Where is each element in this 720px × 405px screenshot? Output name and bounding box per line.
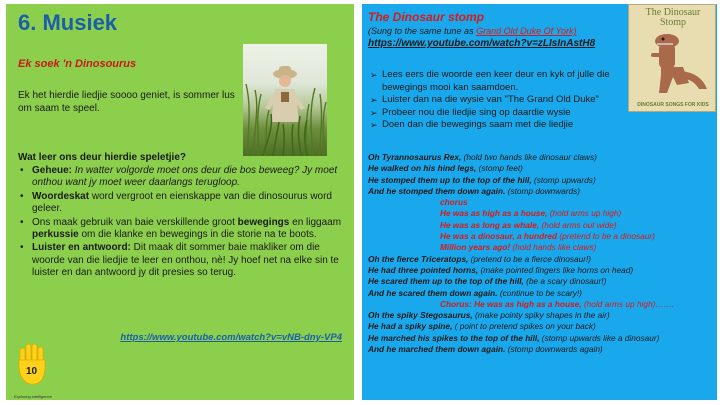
album-title: [633, 8, 713, 28]
hand-number: 10: [26, 366, 38, 377]
tune-link[interactable]: Grand Old Duke Of York): [476, 26, 577, 36]
lyric-action: (hold arms up high): [547, 208, 622, 219]
bullet-term: Luister en antwoord:: [32, 242, 131, 254]
explorer-in-grass-photo: [243, 44, 327, 156]
bullet-text: Ons maak gebruik van baie verskillende groot: [32, 216, 238, 228]
lyric-text: He was as long as whale,: [440, 219, 540, 230]
lyric-line: [368, 333, 713, 344]
bullet-text: om die klanke en bewegings in die storie na te boots.: [78, 229, 317, 241]
hand-caption: Exploring intelligence: [14, 394, 52, 399]
lyric-line: [368, 208, 713, 219]
bullet-term: Woordeskat: [32, 190, 90, 202]
bullet-term: perkussie: [32, 229, 79, 241]
lyric-action: (stomp upwards like a dinosaur): [539, 332, 660, 343]
lyric-line: [368, 163, 713, 174]
album-footer: DINOSAUR SONGS FOR KIDS: [637, 102, 709, 108]
bullet-text: In watter volgorde moet ons deur die bos beweeg? Jy moet onthou want jy moet weer daarlangs terugloop.: [32, 165, 338, 189]
hand-icon: [16, 342, 50, 386]
lyric-line: [368, 321, 713, 332]
lyric-line: [368, 299, 713, 310]
lyric-text: And he scared them down again.: [368, 287, 498, 298]
lyric-text: He was as high as a house,: [440, 208, 548, 219]
tune-prefix: (Sung to the same tune as: [368, 26, 477, 36]
lyric-line: [368, 288, 713, 299]
lyric-text: Oh the fierce Triceratops,: [368, 253, 469, 264]
bullet-term: Geheue:: [32, 165, 73, 176]
question-heading: Wat leer ons deur hierdie speletjie?: [18, 152, 187, 163]
lyric-line: [368, 186, 713, 197]
youtube-link-left[interactable]: https://www.youtube.com/watch?v=vNB-dny-VP4: [120, 332, 342, 343]
bullet-text: en liggaam: [289, 216, 342, 228]
explorer-illustration: [243, 44, 327, 156]
lyric-text: He scared them up to the top of the hill,: [368, 276, 524, 287]
lyric-text: Million years ago!: [440, 242, 511, 253]
lyric-line: [368, 152, 713, 163]
instruction-steps: [370, 69, 628, 132]
album-title-line: Stomp: [659, 17, 687, 28]
lyric-action: (hold hands like claws): [510, 242, 597, 253]
lyric-action: (make pointy spiky shapes in the air): [472, 310, 610, 321]
lyric-action: (stomp upwards): [531, 174, 596, 185]
lyric-line: [368, 175, 713, 186]
lyric-line: [368, 197, 713, 208]
intro-text: Ek het hierdie liedjie soooo geniet, is sommer lus om saam te speel.: [18, 90, 235, 114]
right-panel: [362, 4, 717, 400]
youtube-link-right[interactable]: https://www.youtube.com/watch?v=zLIsInAstH8: [368, 38, 596, 49]
lyric-line: [368, 231, 713, 242]
lyric-action: (continue to be scary!): [497, 287, 582, 298]
lyric-text: And he marched them down again.: [368, 344, 506, 355]
lyric-line: [368, 310, 713, 321]
lyric-line: [368, 344, 713, 355]
lyric-action: (hold arms out wide): [539, 219, 617, 230]
dinosaur-icon: [637, 27, 711, 97]
song-lyrics: [368, 152, 713, 355]
song-title: The Dinosaur stomp: [368, 10, 485, 24]
step-item: ➢ Luister dan na die wysie van "The Grand Old Duke": [370, 94, 650, 107]
step-item: ➢ Doen dan die bewegings saam met die liedjie: [370, 119, 628, 132]
album-title-line: The Dinosaur: [645, 7, 701, 18]
lyric-line: [368, 276, 713, 287]
lyric-text: Chorus: He was as high as a house,: [440, 298, 582, 309]
lyric-action: (hold two hands like dinosaur claws): [461, 152, 597, 162]
lyric-text: He was a dinosaur, a hundred: [440, 231, 558, 242]
bullet-text: Dit maak dit sommer baie makliker om die woorde van die liedjie te leer en onthou, nè! Jy hoef net na elke sin te luister en dan antwoord jy dit presies so terug.: [32, 242, 339, 279]
lyric-line: [368, 254, 713, 265]
tune-note: [368, 26, 576, 36]
lyric-action: (hold arms up high)…….: [581, 298, 675, 309]
lyric-action: (be a scary dinosaur!): [523, 276, 607, 287]
lyric-text: He stomped them up to the top of the hill,: [368, 174, 532, 185]
lyric-text: Oh the spiky Stegosaurus,: [368, 310, 473, 321]
step-item: ➢ Lees eers die woorde een keer deur en kyk of julle die bewegings mooi kan saamdoen.: [370, 69, 628, 94]
lyric-line: [368, 220, 713, 231]
section-subtitle: Ek soek 'n Dinosourus: [18, 58, 137, 70]
lyric-line: [368, 265, 713, 276]
learning-points-list: [18, 165, 348, 281]
list-item: [18, 242, 348, 279]
page-title: 6. Musiek: [18, 10, 118, 35]
lyric-action: (pretend to be a dinosaur): [557, 231, 655, 242]
step-item: ➢ Probeer nou die liedjie sing op daardie wysie: [370, 107, 628, 120]
list-item: [18, 191, 348, 216]
lyric-text: He marched his spikes to the top of the hill,: [368, 332, 540, 343]
lyric-text: Oh Tyrannosaurus Rex,: [368, 152, 462, 162]
left-panel: [6, 4, 354, 400]
list-item: [18, 165, 348, 190]
lyric-action: (stomp downwards again): [505, 344, 603, 355]
lyric-action: (make pointed fingers like horns on head): [478, 264, 634, 275]
list-item: [18, 217, 348, 242]
lyric-text: He had a spiky spine,: [368, 321, 453, 332]
bullet-term: bewegings: [237, 216, 290, 228]
bullet-text: word vergroot en eienskappe van die dinosourus word geleer.: [32, 190, 332, 215]
lyric-text: And he stomped them down again.: [368, 185, 506, 196]
lyric-text: He had three pointed horns,: [368, 264, 479, 275]
lyric-text: chorus: [440, 197, 468, 208]
lyric-line: [368, 242, 713, 253]
lyric-action: (stomp feet): [476, 163, 523, 174]
lyric-action: (pretend to be a fierce dinosaur!): [468, 253, 592, 264]
lyric-action: (stomp downwards): [505, 185, 581, 196]
lyric-action: ( point to pretend spikes on your back): [452, 321, 596, 332]
lyric-text: He walked on his hind legs,: [368, 163, 477, 174]
